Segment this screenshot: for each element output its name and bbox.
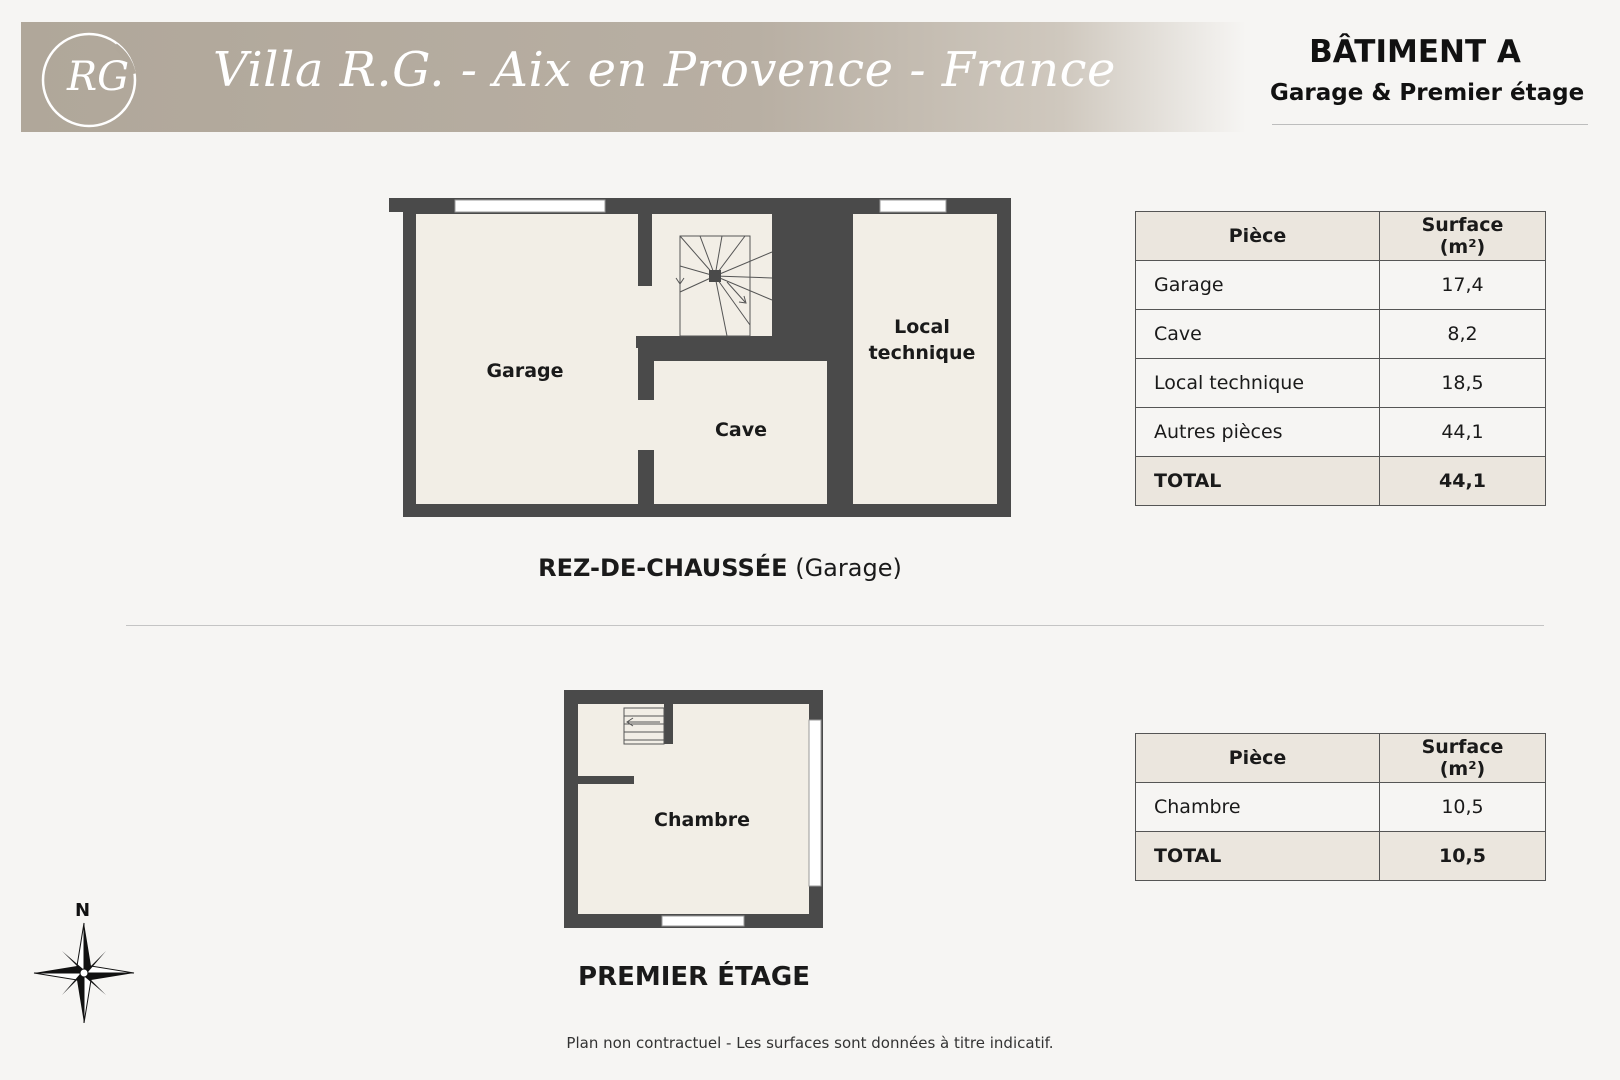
table-total-row	[1136, 457, 1546, 506]
building-name: BÂTIMENT A	[1309, 34, 1521, 70]
room-label-garage: Garage	[486, 360, 564, 382]
section-divider	[126, 625, 1544, 626]
ground-floor-surface-table	[1135, 211, 1546, 506]
room-label-local-technique	[869, 314, 976, 366]
room-label-cave: Cave	[714, 419, 768, 441]
compass-rose-icon	[30, 903, 140, 1023]
first-floor-title: PREMIER ÉTAGE	[578, 962, 810, 992]
cell-surface: 8,2	[1380, 310, 1546, 359]
cell-piece: Chambre	[1136, 783, 1380, 832]
first-floor-surface-table	[1135, 733, 1546, 881]
header-surface: Surface (m²)	[1380, 212, 1546, 261]
cell-piece: Local technique	[1136, 359, 1380, 408]
cell-surface: 44,1	[1380, 408, 1546, 457]
header-piece: Pièce	[1136, 212, 1380, 261]
compass-north-label: N	[75, 900, 91, 921]
cell-piece: Cave	[1136, 310, 1380, 359]
table-header-row	[1136, 734, 1546, 783]
cell-surface: 10,5	[1380, 783, 1546, 832]
cell-piece: Autres pièces	[1136, 408, 1380, 457]
total-value: 44,1	[1380, 457, 1546, 506]
table-row	[1136, 310, 1546, 359]
window-garage	[455, 200, 605, 212]
window-chambre-east	[809, 720, 821, 886]
disclaimer-footer: Plan non contractuel - Les surfaces sont données à titre indicatif.	[566, 1034, 1054, 1052]
logo-monogram: RG	[67, 54, 130, 100]
room-label-chambre: Chambre	[654, 809, 750, 831]
header-surface: Surface (m²)	[1380, 734, 1546, 783]
building-subtitle: Garage & Premier étage	[1270, 80, 1585, 106]
cell-piece: Garage	[1136, 261, 1380, 310]
window-chambre-south	[662, 916, 744, 926]
table-header-row	[1136, 212, 1546, 261]
table-row	[1136, 261, 1546, 310]
header-piece: Pièce	[1136, 734, 1380, 783]
total-label: TOTAL	[1136, 457, 1380, 506]
cell-surface: 17,4	[1380, 261, 1546, 310]
window-local	[880, 200, 946, 212]
total-label: TOTAL	[1136, 832, 1380, 881]
ground-floor-title-bold: REZ-DE-CHAUSSÉE	[538, 554, 788, 582]
ground-floor-title-normal: (Garage)	[795, 554, 902, 582]
local-line2: technique	[868, 342, 976, 364]
local-line1: Local	[894, 316, 950, 338]
ground-floor-title	[538, 554, 902, 582]
page-title: Villa R.G. - Aix en Provence - France	[213, 42, 1116, 98]
table-row	[1136, 408, 1546, 457]
table-row	[1136, 359, 1546, 408]
table-row	[1136, 783, 1546, 832]
total-value: 10,5	[1380, 832, 1546, 881]
table-total-row	[1136, 832, 1546, 881]
cell-surface: 18,5	[1380, 359, 1546, 408]
